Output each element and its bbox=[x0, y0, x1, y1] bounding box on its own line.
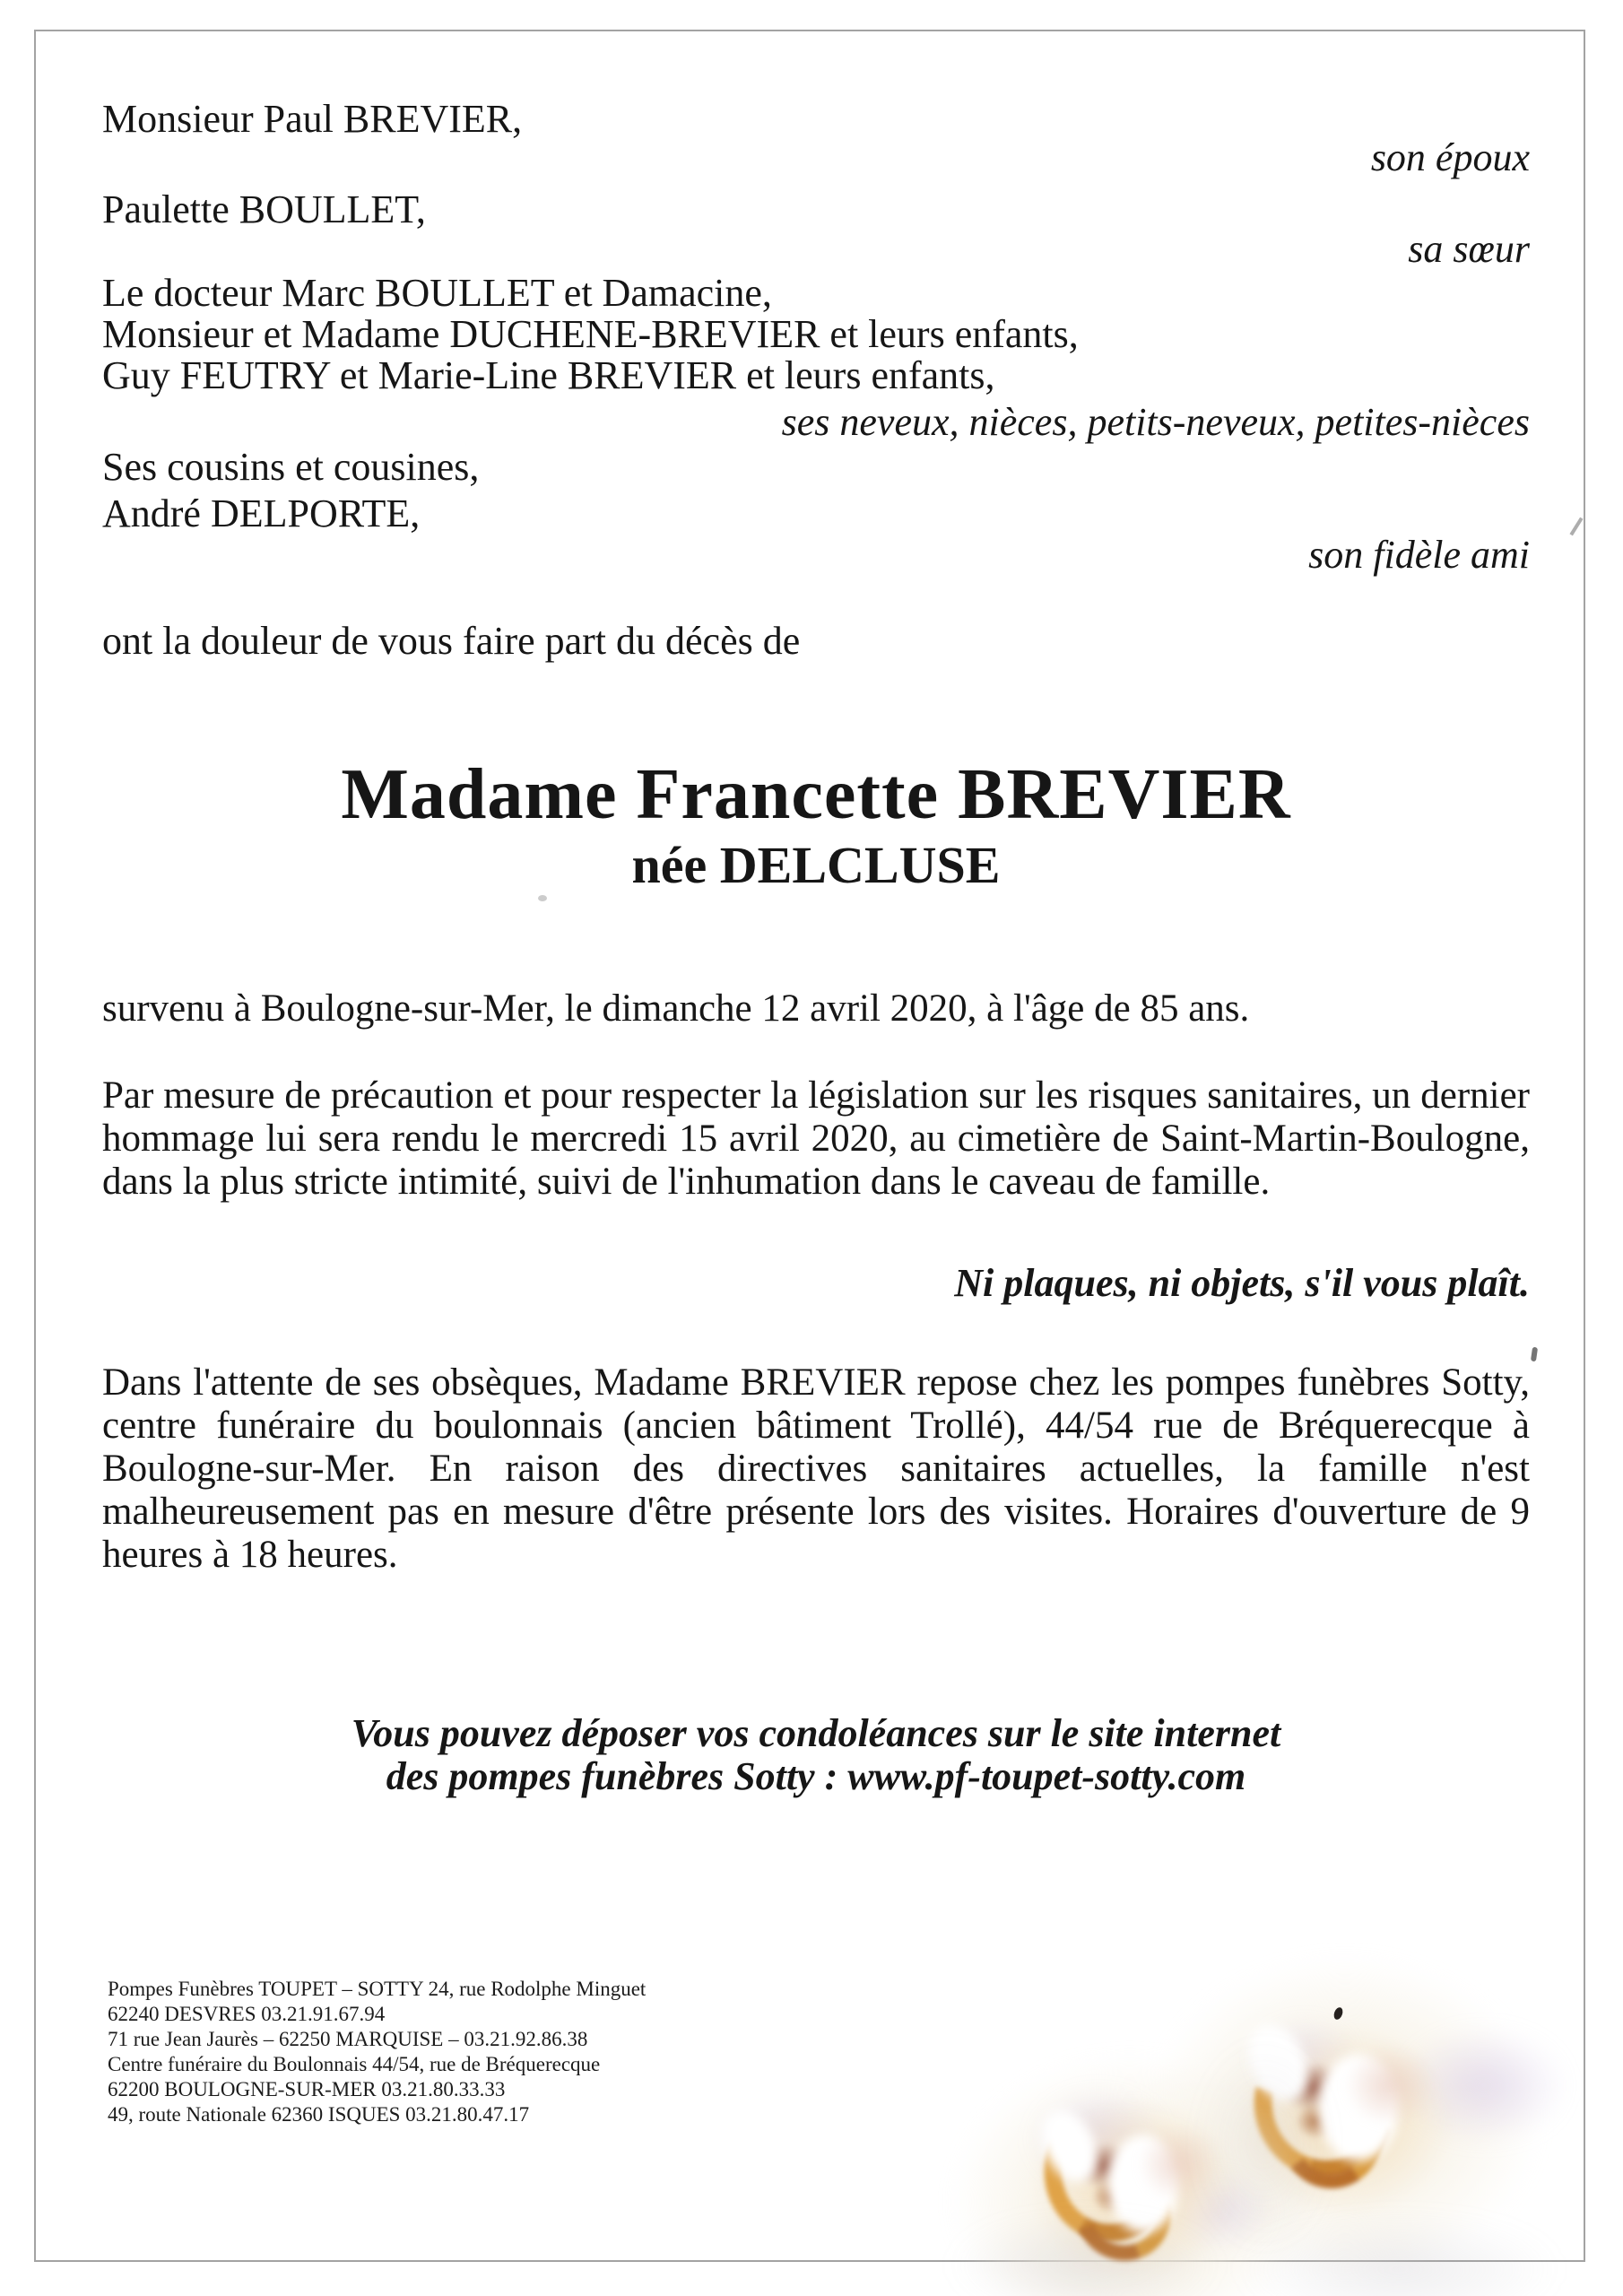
deceased-maiden-name: née DELCLUSE bbox=[631, 836, 1001, 894]
friend-relation: son fidèle ami bbox=[1308, 533, 1530, 577]
condolences-line-2: des pompes funèbres Sotty : www.pf-toupet-sotty.com bbox=[386, 1754, 1246, 1798]
announcement-line: ont la douleur de vous faire part du décès de bbox=[102, 619, 801, 663]
death-line: survenu à Boulogne-sur-Mer, le dimanche 12 avril 2020, à l'âge de 85 ans. bbox=[102, 987, 1250, 1030]
sister-name: Paulette BOULLET, bbox=[102, 187, 426, 231]
family-line-1: Le docteur Marc BOULLET et Damacine, bbox=[102, 271, 772, 315]
footer-line-2: 62240 DESVRES 03.21.91.67.94 bbox=[108, 2003, 386, 2025]
family-relation: ses neveux, nièces, petits-neveux, petites-nièces bbox=[781, 400, 1530, 444]
condolences-line-1: Vous pouvez déposer vos condoléances sur le site internet bbox=[351, 1711, 1281, 1755]
orchid-right-blush bbox=[1345, 2045, 1435, 2126]
footer-line-1: Pompes Funèbres TOUPET – SOTTY 24, rue Rodolphe Minguet bbox=[108, 1978, 647, 2000]
friend-name: André DELPORTE, bbox=[102, 491, 421, 535]
husband-name: Monsieur Paul BREVIER, bbox=[102, 97, 523, 141]
footer-line-5: 62200 BOULOGNE-SUR-MER 03.21.80.33.33 bbox=[108, 2078, 506, 2100]
footer-line-6: 49, route Nationale 62360 ISQUES 03.21.80.47.17 bbox=[108, 2103, 530, 2126]
husband-relation: son époux bbox=[1370, 135, 1530, 179]
scan-artifact-dot bbox=[538, 895, 547, 901]
footer-line-4: Centre funéraire du Boulonnais 44/54, rue de Bréquerecque bbox=[108, 2053, 601, 2075]
repose-paragraph: Dans l'attente de ses obsèques, Madame BREVIER repose chez les pompes funèbres Sotty, centre funéraire du boulonnais (ancien bâtiment Trollé), 44/54 rue de Bréquerecque à Boulogne-sur-Mer. En raison des directives sanitaires actuelles, la famille n'est malheureusement pas en mesure d'être présente lors des visites. Horaires d'ouverture de 9 heures à 18 heures. bbox=[102, 1361, 1530, 1576]
cousins-line: Ses cousins et cousines, bbox=[102, 445, 480, 489]
family-line-3: Guy FEUTRY et Marie-Line BREVIER et leurs enfants, bbox=[102, 353, 995, 397]
no-plaques-line: Ni plaques, ni objets, s'il vous plaît. bbox=[954, 1261, 1530, 1305]
footer-line-3: 71 rue Jean Jaurès – 62250 MARQUISE – 03.21.92.86.38 bbox=[108, 2028, 588, 2050]
sister-relation: sa sœur bbox=[1408, 227, 1530, 271]
deceased-name: Madame Francette BREVIER bbox=[341, 755, 1291, 834]
watercolor-gray-wash-3 bbox=[1193, 2036, 1336, 2251]
family-line-2: Monsieur et Madame DUCHENE-BREVIER et leurs enfants, bbox=[102, 312, 1079, 356]
precaution-paragraph: Par mesure de précaution et pour respecter la législation sur les risques sanitaires, un dernier hommage lui sera rendu le mercredi 15 avril 2020, au cimetière de Saint-Martin-Boulogne, dans la plus stricte intimité, suivi de l'inhumation dans le caveau de famille. bbox=[102, 1074, 1530, 1203]
